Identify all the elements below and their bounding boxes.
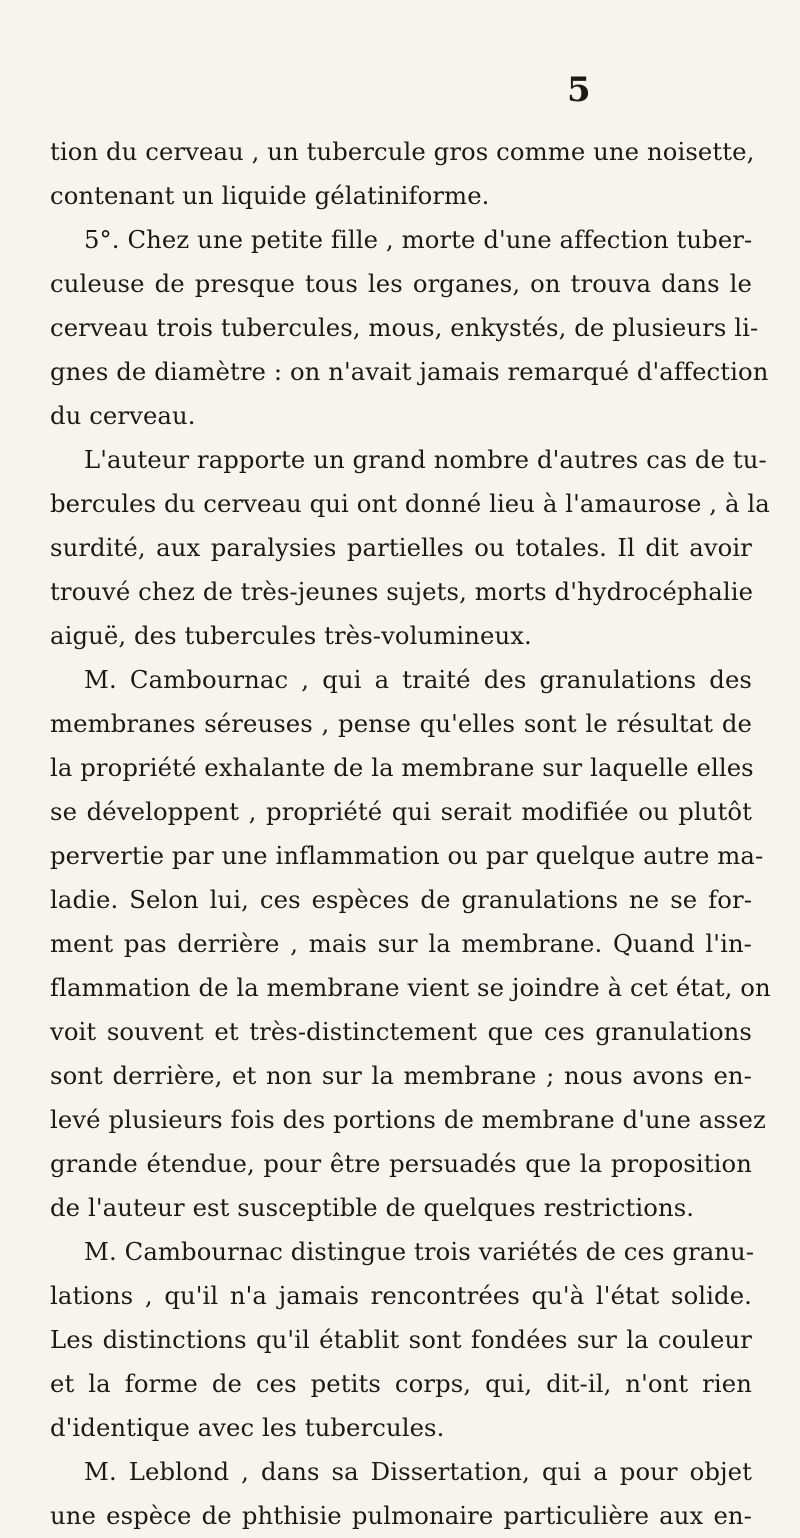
text-line: levé plusieurs fois des portions de membrane d'une assez bbox=[50, 1105, 766, 1134]
text-line: grande étendue, pour être persuadés que la proposition bbox=[50, 1149, 752, 1178]
text-line: surdité, aux paralysies partielles ou totales. Il dit avoir bbox=[50, 533, 752, 562]
text-line: culeuse de presque tous les organes, on trouva dans le bbox=[50, 269, 752, 298]
text-line: et la forme de ces petits corps, qui, dit-il, n'ont rien bbox=[50, 1369, 752, 1398]
text-line: ladie. Selon lui, ces espèces de granulations ne se for- bbox=[50, 885, 752, 914]
text-line: trouvé chez de très-jeunes sujets, morts d'hydrocéphalie bbox=[50, 577, 754, 606]
text-line: L'auteur rapporte un grand nombre d'autres cas de tu- bbox=[84, 445, 767, 474]
text-line: une espèce de phthisie pulmonaire particulière aux en- bbox=[50, 1501, 752, 1530]
text-line: ment pas derrière , mais sur la membrane. Quand l'in- bbox=[50, 929, 752, 958]
text-line: aiguë, des tubercules très-volumineux. bbox=[50, 621, 532, 650]
text-line: Les distinctions qu'il établit sont fondées sur la couleur bbox=[50, 1325, 752, 1354]
text-line: se développent , propriété qui serait modifiée ou plutôt bbox=[50, 797, 752, 826]
text-line: sont derrière, et non sur la membrane ; nous avons en- bbox=[50, 1061, 752, 1090]
text-line: pervertie par une inflammation ou par quelque autre ma- bbox=[50, 841, 764, 870]
text-line: M. Leblond , dans sa Dissertation, qui a pour objet bbox=[84, 1457, 752, 1486]
body-text bbox=[50, 130, 771, 1538]
text-line: gnes de diamètre : on n'avait jamais remarqué d'affection bbox=[50, 357, 769, 386]
text-line: d'identique avec les tubercules. bbox=[50, 1413, 445, 1442]
page-number: 5 bbox=[567, 70, 591, 110]
text-line: M. Cambournac distingue trois variétés de ces granu- bbox=[84, 1237, 755, 1266]
text-line: du cerveau. bbox=[50, 401, 196, 430]
text-line: contenant un liquide gélatiniforme. bbox=[50, 181, 490, 210]
text-line: cerveau trois tubercules, mous, enkystés, de plusieurs li- bbox=[50, 313, 759, 342]
text-line: M. Cambournac , qui a traité des granulations des bbox=[84, 665, 752, 694]
text-line: lations , qu'il n'a jamais rencontrées qu'à l'état solide. bbox=[50, 1281, 752, 1310]
text-line: la propriété exhalante de la membrane sur laquelle elles bbox=[50, 753, 754, 782]
text-line: tion du cerveau , un tubercule gros comme une noisette, bbox=[50, 137, 755, 166]
text-line: flammation de la membrane vient se joindre à cet état, on bbox=[50, 973, 771, 1002]
text-line: membranes séreuses , pense qu'elles sont le résultat de bbox=[50, 709, 752, 738]
text-line: voit souvent et très-distinctement que ces granulations bbox=[50, 1017, 752, 1046]
text-line: 5°. Chez une petite fille , morte d'une affection tuber- bbox=[84, 225, 753, 254]
text-line: de l'auteur est susceptible de quelques restrictions. bbox=[50, 1193, 695, 1222]
text-line: bercules du cerveau qui ont donné lieu à l'amaurose , à la bbox=[50, 489, 770, 518]
